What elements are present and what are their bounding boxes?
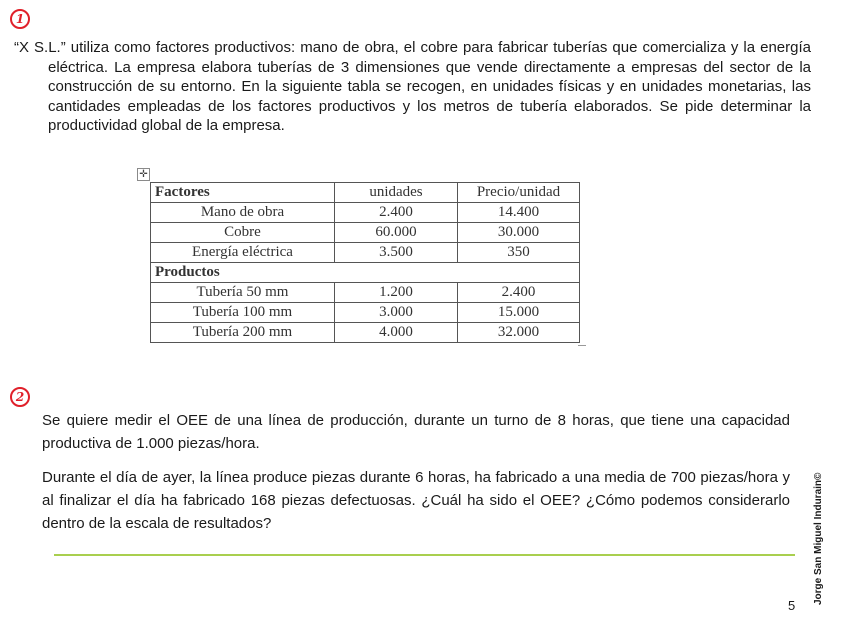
row-precio: 2.400 — [458, 283, 580, 303]
row-label: Tubería 100 mm — [151, 303, 335, 323]
row-precio: 15.000 — [458, 303, 580, 323]
page-number: 5 — [788, 598, 796, 613]
table-row — [151, 203, 580, 223]
exercise-2-paragraph-2: Durante el día de ayer, la línea produce piezas durante 6 horas, ha fabricado a una media de 700 piezas/hora y al finalizar el día ha fabricado 168 piezas defectuosas. ¿Cuál ha sido el OEE? ¿Cómo podemos considerarlo dentro de la escala de resultados? — [42, 469, 790, 532]
table-row — [151, 303, 580, 323]
row-unidades: 60.000 — [335, 223, 458, 243]
author-credit: Jorge San Miguel Indurain© — [813, 472, 824, 605]
table-resize-handle[interactable] — [578, 345, 586, 346]
row-label: Energía eléctrica — [151, 243, 335, 263]
row-label: Mano de obra — [151, 203, 335, 223]
productos-header-row — [151, 263, 580, 283]
row-precio: 30.000 — [458, 223, 580, 243]
factors-products-table — [150, 182, 580, 343]
row-unidades: 3.500 — [335, 243, 458, 263]
row-precio: 14.400 — [458, 203, 580, 223]
table-row — [151, 283, 580, 303]
unidades-header: unidades — [335, 183, 458, 203]
precio-header: Precio/unidad — [458, 183, 580, 203]
row-label: Cobre — [151, 223, 335, 243]
row-precio: 350 — [458, 243, 580, 263]
exercise-1-marker: 1 — [10, 9, 30, 29]
exercise-2-paragraph-1: Se quiere medir el OEE de una línea de producción, durante un turno de 8 horas, que tiene una capacidad productiva de 1.000 piezas/hora. — [42, 412, 790, 452]
table-row — [151, 223, 580, 243]
row-label: Tubería 50 mm — [151, 283, 335, 303]
row-unidades: 2.400 — [335, 203, 458, 223]
move-cross-icon[interactable]: ✛ — [137, 168, 150, 181]
table-header-row — [151, 183, 580, 203]
row-label: Tubería 200 mm — [151, 323, 335, 343]
factores-header: Factores — [151, 183, 335, 203]
exercise-1-text: “X S.L.” utiliza como factores productivos: mano de obra, el cobre para fabricar tuberías que comercializa y la energía eléctrica. La empresa elabora tuberías de 3 dimensiones que vende directamente a empresas del sector de la construcción de su entorno. En la siguiente tabla se recogen, en unidades físicas y en unidades monetarias, las cantidades empleadas de los factores productivos y los metros de tubería elaborados. Se pide determinar la productividad global de la empresa. — [14, 39, 811, 134]
row-unidades: 1.200 — [335, 283, 458, 303]
productos-header: Productos — [151, 263, 580, 283]
row-precio: 32.000 — [458, 323, 580, 343]
exercise-2-marker: 2 — [10, 387, 30, 407]
table-row — [151, 323, 580, 343]
table-row — [151, 243, 580, 263]
row-unidades: 3.000 — [335, 303, 458, 323]
row-unidades: 4.000 — [335, 323, 458, 343]
footer-rule — [54, 554, 795, 556]
